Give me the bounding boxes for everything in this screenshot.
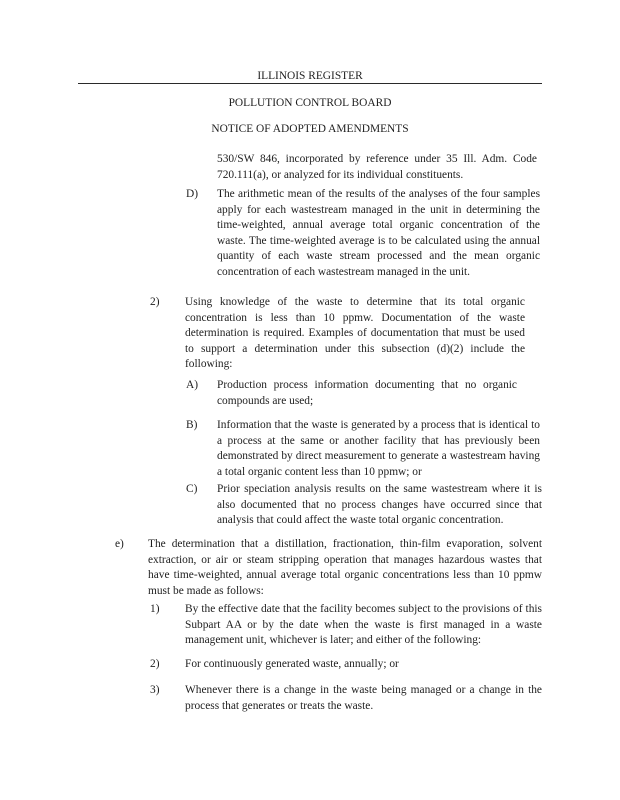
notice-title: NOTICE OF ADOPTED AMENDMENTS — [211, 123, 409, 135]
item-C-text: Prior speciation analysis results on the same wastestream where it is also documented that no process changes have occurred since that analysis that could affect the waste total organic concentration. — [217, 483, 542, 526]
item-D-label: D) — [186, 188, 199, 200]
item-B-text: Information that the waste is generated by a process that is identical to a process at the same or another facility that has previously been demonstrated by direct measurement to generate a wastestream having a total organic content less than 10 ppmw; or — [217, 419, 540, 478]
item-D-text: The arithmetic mean of the results of the analyses of the four samples apply for each wastestream managed in the unit in determining the time-weighted, annual average total organic concentration of the waste. The time-weighted average is to be calculated using the annual quantity of each waste stream processed and the mean organic concentration of each wastestream managed in the unit. — [217, 188, 540, 278]
item-e-label: e) — [115, 538, 124, 550]
item-e3-text: Whenever there is a change in the waste being managed or a change in the process that generates or treats the waste. — [185, 684, 542, 712]
item-A-label: A) — [186, 379, 199, 391]
item-A-text: Production process information documenting that no organic compounds are used; — [217, 379, 517, 407]
item-e1-text: By the effective date that the facility becomes subject to the provisions of this Subpart AA or by the date when the waste is first managed in a waste management unit, whichever is later; and either of the following: — [185, 603, 542, 646]
board-title: POLLUTION CONTROL BOARD — [228, 97, 392, 109]
item-B-label: B) — [186, 419, 198, 431]
item-e2-text: For continuously generated waste, annually; or — [185, 658, 399, 670]
item-e3-label: 3) — [150, 684, 160, 696]
header-rule — [78, 83, 542, 84]
continuation-text: 530/SW 846, incorporated by reference under 35 Ill. Adm. Code 720.111(a), or analyzed for its individual constituents. — [217, 153, 537, 181]
item-d2-text: Using knowledge of the waste to determine that its total organic concentration is less than 10 ppmw. Documentation of the waste determination is required. Examples of documentation that must be used to support a determination under this subsection (d)(2) include the following: — [185, 296, 525, 370]
item-e2-label: 2) — [150, 658, 160, 670]
item-e-text: The determination that a distillation, fractionation, thin-film evaporation, solvent extraction, or air or steam stripping operation that manages hazardous wastes that have time-weighted, annual average total organic concentrations less than 10 ppmw must be made as follows: — [148, 538, 542, 597]
item-d2-label: 2) — [150, 296, 160, 308]
register-title: ILLINOIS REGISTER — [257, 70, 363, 82]
item-e1-label: 1) — [150, 603, 160, 615]
item-C-label: C) — [186, 483, 198, 495]
